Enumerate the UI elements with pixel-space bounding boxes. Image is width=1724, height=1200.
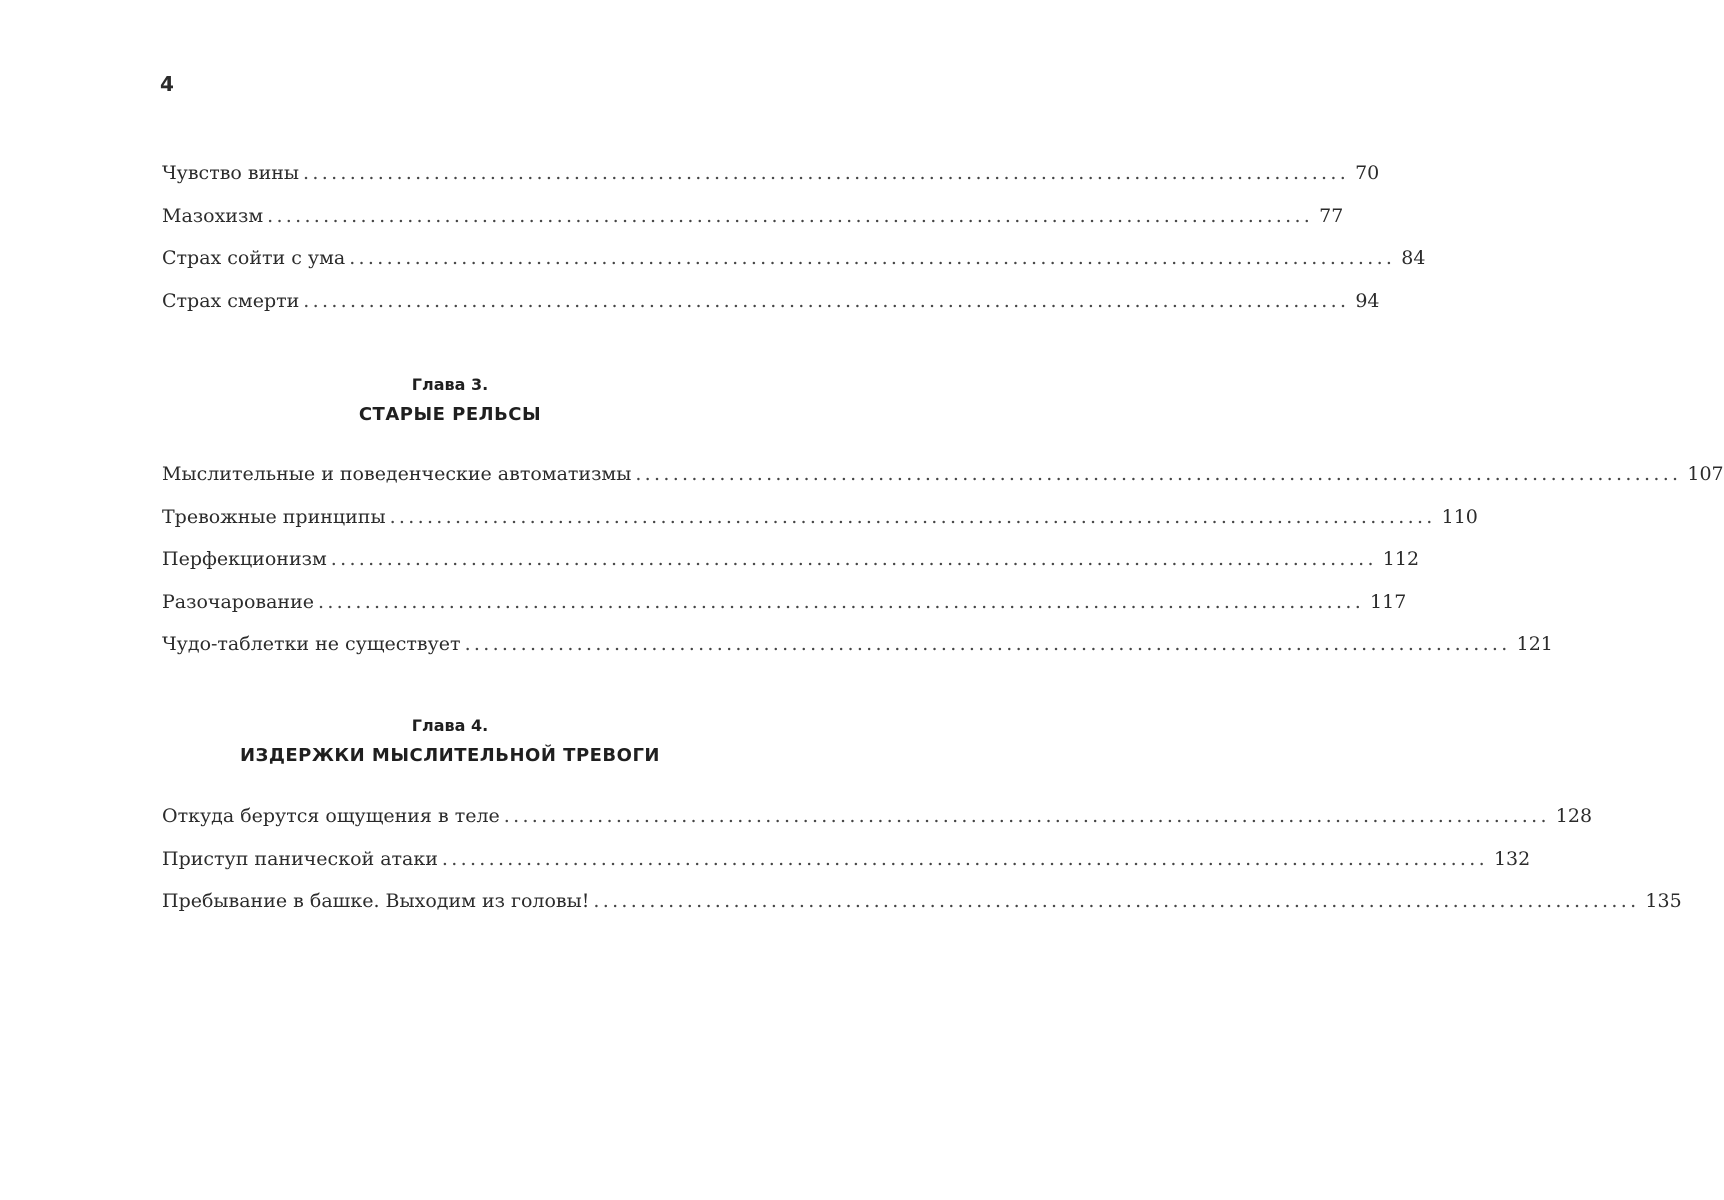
toc-entry-title: Тревожные принципы bbox=[162, 505, 386, 528]
chapter-label: Глава 3. bbox=[411, 375, 489, 394]
toc-leader-dots: ................................................................................................................ bbox=[441, 847, 1488, 870]
toc-entry[interactable] bbox=[162, 280, 1380, 323]
toc-entry-title: Страх смерти bbox=[162, 289, 300, 312]
chapter-4-heading bbox=[0, 713, 900, 773]
toc-entry-title: Чудо-таблетки не существует bbox=[162, 633, 461, 655]
toc-entry[interactable] bbox=[162, 880, 1682, 923]
toc-entry-page: 84 bbox=[1401, 247, 1426, 269]
toc-leader-dots: ................................................................................................................ bbox=[303, 162, 1350, 184]
toc-section-continued bbox=[162, 152, 1426, 322]
toc-entry[interactable] bbox=[162, 838, 1531, 881]
toc-entry-page: 110 bbox=[1441, 505, 1478, 528]
toc-entry-title: Пребывание в башке. Выходим из головы! bbox=[162, 890, 590, 912]
toc-entry-page: 107 bbox=[1687, 463, 1724, 485]
toc-entry-title: Приступ панической атаки bbox=[162, 847, 438, 870]
toc-entry-page: 135 bbox=[1645, 890, 1682, 912]
toc-leader-dots: ................................................................................................................ bbox=[593, 890, 1640, 912]
toc-entry[interactable] bbox=[162, 496, 1478, 539]
chapter-3-heading bbox=[0, 372, 900, 432]
toc-section-chapter-4 bbox=[162, 795, 1682, 923]
toc-entry[interactable] bbox=[162, 623, 1553, 666]
page-number: 4 bbox=[160, 72, 174, 96]
toc-entry-title: Откуда берутся ощущения в теле bbox=[162, 805, 500, 827]
toc-entry-page: 112 bbox=[1382, 548, 1420, 570]
toc-leader-dots: ................................................................................................................ bbox=[330, 548, 1377, 570]
toc-leader-dots: ................................................................................................................ bbox=[389, 505, 1436, 528]
toc-leader-dots: ................................................................................................................ bbox=[635, 463, 1682, 485]
toc-entry[interactable] bbox=[162, 237, 1426, 280]
toc-entry-title: Чувство вины bbox=[162, 162, 300, 184]
chapter-title: СТАРЫЕ РЕЛЬСЫ bbox=[358, 404, 542, 425]
toc-entry-page: 132 bbox=[1493, 847, 1531, 870]
toc-entry[interactable] bbox=[162, 581, 1407, 624]
toc-section-chapter-3 bbox=[162, 453, 1724, 666]
toc-entry[interactable] bbox=[162, 152, 1380, 195]
toc-entry[interactable] bbox=[162, 538, 1420, 581]
toc-entry-page: 77 bbox=[1319, 204, 1344, 227]
toc-leader-dots: ................................................................................................................ bbox=[267, 204, 1314, 227]
toc-leader-dots: ................................................................................................................ bbox=[318, 590, 1365, 613]
toc-entry-page: 128 bbox=[1555, 805, 1593, 827]
toc-entry[interactable] bbox=[162, 195, 1344, 238]
toc-entry-page: 121 bbox=[1516, 633, 1553, 655]
toc-entry-page: 94 bbox=[1355, 289, 1380, 312]
toc-entry-title: Страх сойти с ума bbox=[162, 247, 346, 269]
chapter-label: Глава 4. bbox=[411, 716, 489, 735]
toc-entry-title: Мазохизм bbox=[162, 204, 264, 227]
toc-entry-page: 70 bbox=[1355, 162, 1380, 184]
toc-entry-title: Мыслительные и поведенческие автоматизмы bbox=[162, 463, 632, 485]
toc-entry-page: 117 bbox=[1370, 590, 1407, 613]
toc-leader-dots: ................................................................................................................ bbox=[349, 247, 1396, 269]
toc-entry-title: Перфекционизм bbox=[162, 548, 327, 570]
chapter-title: ИЗДЕРЖКИ МЫСЛИТЕЛЬНОЙ ТРЕВОГИ bbox=[239, 745, 660, 766]
toc-entry[interactable] bbox=[162, 795, 1593, 838]
toc-leader-dots: ................................................................................................................ bbox=[303, 289, 1350, 312]
toc-leader-dots: ................................................................................................................ bbox=[464, 633, 1511, 655]
toc-leader-dots: ................................................................................................................ bbox=[503, 805, 1550, 827]
toc-entry[interactable] bbox=[162, 453, 1724, 496]
toc-entry-title: Разочарование bbox=[162, 590, 314, 613]
